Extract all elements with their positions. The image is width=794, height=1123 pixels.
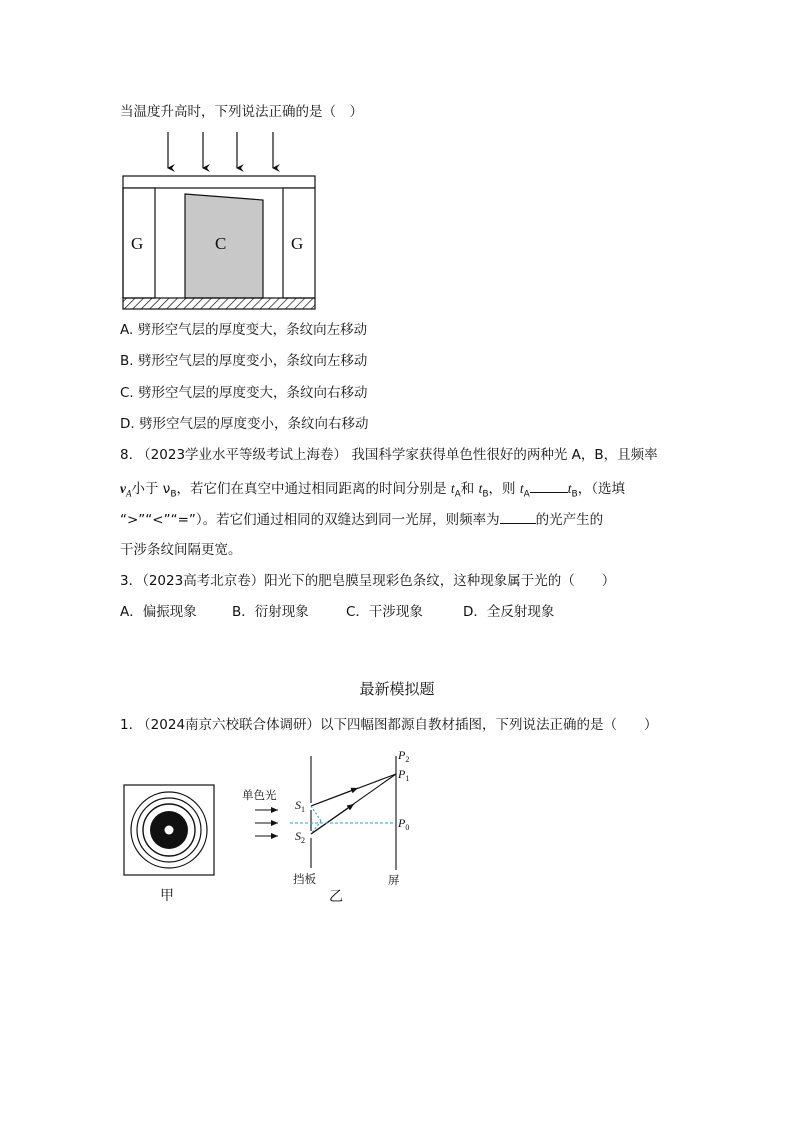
v-symbol: v — [120, 481, 126, 496]
option-d: D. 劈形空气层的厚度变小，条纹向右移动 — [120, 416, 369, 432]
q8-line1: 8. （2023学业水平等级考试上海卷） 我国科学家获得单色性很好的两种光 A，B，且频率 — [120, 447, 658, 463]
option-c: C. 劈形空气层的厚度变大，条纹向右移动 — [120, 385, 368, 401]
label-yi: 乙 — [329, 889, 343, 905]
answer-blank-2[interactable] — [500, 509, 536, 524]
question-intro: 当温度升高时，下列说法正确的是（ ） — [120, 104, 363, 120]
answer-blank-1[interactable] — [530, 478, 568, 493]
q3-option-d: D．全反射现象 — [463, 604, 555, 620]
q8-line3: “>”“<”“=”）。若它们通过相同的双缝达到同一光屏，则频率为 的光产生的 — [120, 509, 603, 529]
q8-line4: 干涉条纹间隔更宽。 — [120, 542, 242, 558]
label-c: C — [215, 234, 227, 253]
option-b: B. 劈形空气层的厚度变小，条纹向左移动 — [120, 353, 368, 369]
q1-stem: 1. （2024南京六校联合体调研）以下四幅图都源自教材插图，下列说法正确的是（ ） — [120, 717, 658, 733]
q3-option-a: A．偏振现象 — [120, 604, 197, 620]
label-s2: $S_2$ — [295, 829, 305, 845]
label-screen: 屏 — [388, 873, 400, 887]
diffraction-rings — [124, 785, 214, 875]
section-title: 最新模拟题 — [359, 680, 435, 698]
label-p1: $P_1$ — [398, 767, 410, 783]
double-slit-setup — [255, 756, 396, 870]
q8-line2: $v_A$小于 $\nu_B$，若它们在真空中通过相同距离的时间分别是 $t_A$和 $t_B$，则 $t_A$ $t_B$，（选填 — [120, 478, 625, 504]
label-g-left: G — [131, 234, 144, 253]
q3-option-c: C．干涉现象 — [346, 604, 423, 620]
base-hatch — [123, 298, 315, 309]
label-jia: 甲 — [160, 888, 174, 904]
top-plate — [123, 176, 315, 188]
label-baffle: 挡板 — [293, 872, 316, 886]
q3-stem: 3．（2023高考北京卷）阳光下的肥皂膜呈现彩色条纹，这种现象属于光的（ ） — [120, 573, 616, 589]
label-mono-light: 单色光 — [242, 788, 277, 802]
label-p2: $P_2$ — [398, 748, 410, 764]
figure-thermal-expansion — [118, 128, 320, 313]
label-p0: $P_0$ — [398, 816, 410, 832]
label-g-right: G — [291, 234, 304, 253]
q3-option-b: B．衍射现象 — [232, 604, 309, 620]
incident-arrows — [168, 132, 273, 168]
figure-interference — [118, 748, 418, 906]
label-s1: $S_1$ — [295, 798, 305, 814]
option-a: A. 劈形空气层的厚度变大，条纹向左移动 — [120, 322, 368, 338]
